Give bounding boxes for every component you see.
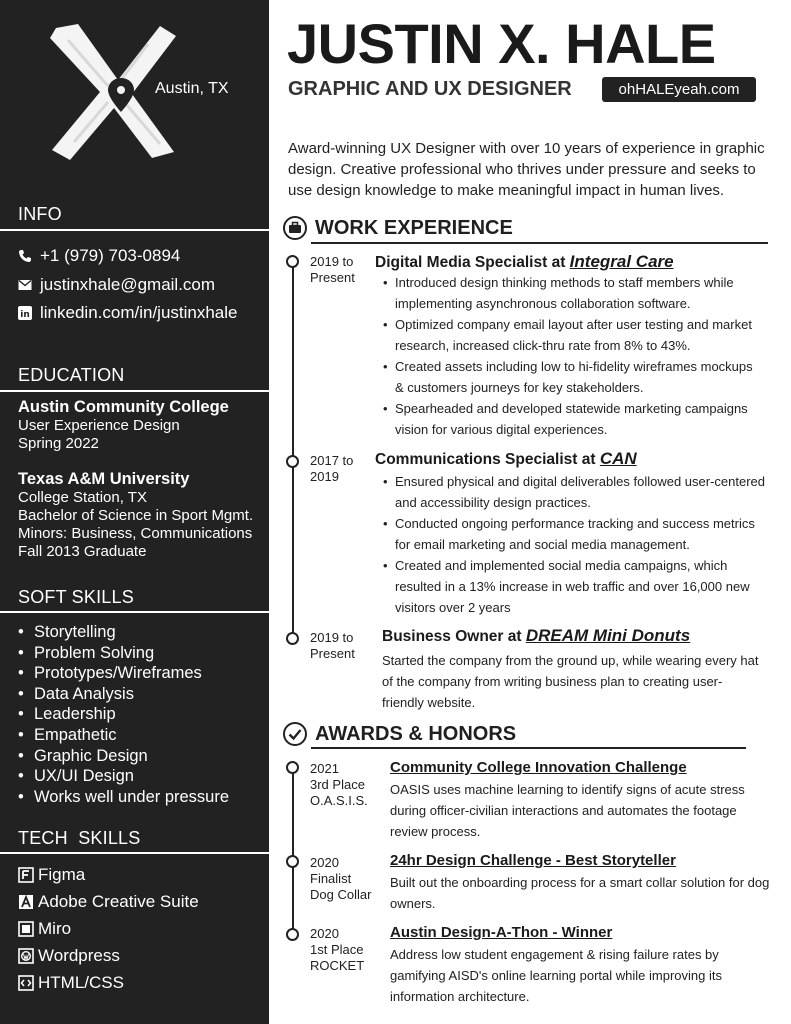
tech-item-label: Miro bbox=[38, 919, 72, 938]
tech-item-html-css bbox=[18, 969, 199, 996]
tech-skills-list bbox=[18, 861, 199, 996]
soft-skills-divider bbox=[0, 611, 269, 613]
summary-text: Award-winning UX Designer with over 10 years of experience in graphic design. Creative professional who thrives under pressure and seeks to use design knowledge to make meaningful impact in human lives. bbox=[288, 140, 765, 199]
award-date: 2020 Finalist Dog Collar bbox=[310, 855, 372, 902]
website-link[interactable]: ohHALEyeah.com bbox=[602, 77, 756, 102]
job-org: CAN bbox=[599, 449, 637, 468]
education-divider bbox=[0, 390, 269, 392]
tech-item-adobe bbox=[18, 888, 199, 915]
tech-skills-divider bbox=[0, 852, 269, 854]
adobe-icon bbox=[18, 894, 34, 910]
phone-icon bbox=[18, 249, 32, 263]
skill-item: • Leadership bbox=[18, 704, 229, 725]
check-circle-icon bbox=[283, 722, 307, 746]
job-bullets bbox=[381, 471, 766, 618]
phone-text: +1 (979) 703-0894 bbox=[40, 246, 181, 265]
award-description: Address low student engagement & rising failure rates by gamifying AISD's online learning portal while improving its information architecture. bbox=[390, 947, 722, 1004]
job-description: Started the company from the ground up, while wearing every hat of the company from writing business plan to creating user-friendly website. bbox=[382, 653, 759, 710]
miro-icon bbox=[18, 921, 34, 937]
tech-skills-section-title: TECH SKILLS bbox=[18, 828, 141, 848]
info-section-title: INFO bbox=[18, 204, 62, 224]
school-detail: Fall 2013 Graduate bbox=[18, 543, 147, 560]
sidebar bbox=[0, 0, 269, 1024]
award-date: 2021 3rd Place O.A.S.I.S. bbox=[310, 761, 368, 808]
timeline-dot bbox=[286, 761, 299, 774]
tech-item-label: Wordpress bbox=[38, 946, 120, 965]
school-detail: Spring 2022 bbox=[18, 435, 99, 452]
education-entry bbox=[18, 397, 229, 453]
timeline-dot bbox=[286, 455, 299, 468]
tech-item-label: Adobe Creative Suite bbox=[38, 892, 199, 911]
job-bullet: • Created assets including low to hi-fidelity wireframes mockups & customers journeys for key stakeholders. bbox=[381, 356, 761, 398]
job-bullet: • Conducted ongoing performance tracking and success metrics for email marketing and social media management. bbox=[381, 513, 766, 555]
email-text: justinxhale@gmail.com bbox=[40, 275, 216, 294]
awards-header bbox=[283, 722, 516, 746]
job-title: Digital Media Specialist at Integral Care bbox=[375, 252, 674, 271]
job-org: Integral Care bbox=[569, 252, 674, 271]
job-date: 2017 to 2019 bbox=[310, 453, 354, 484]
skill-item: • Storytelling bbox=[18, 622, 229, 643]
job-org: DREAM Mini Donuts bbox=[525, 626, 691, 645]
candidate-role: GRAPHIC AND UX DESIGNER bbox=[288, 78, 572, 100]
job-bullet: • Spearheaded and developed statewide marketing campaigns vision for various digital experiences. bbox=[381, 398, 761, 440]
soft-skills-section-title: SOFT SKILLS bbox=[18, 587, 134, 607]
wordpress-icon bbox=[18, 948, 34, 964]
job-title: Business Owner at DREAM Mini Donuts bbox=[382, 626, 691, 645]
award-title: 24hr Design Challenge - Best Storyteller bbox=[390, 852, 676, 869]
location-label: Austin, TX bbox=[155, 80, 229, 97]
awards-title: AWARDS & HONORS bbox=[315, 722, 517, 745]
job-bullets bbox=[381, 272, 761, 440]
briefcase-icon bbox=[283, 216, 307, 240]
award-date: 2020 1st Place ROCKET bbox=[310, 926, 365, 973]
timeline-dot bbox=[286, 855, 299, 868]
school-name: Texas A&M University bbox=[18, 470, 190, 488]
skill-item: • Data Analysis bbox=[18, 684, 229, 705]
awards-timeline bbox=[292, 763, 294, 938]
job-bullet: • Ensured physical and digital deliverables followed user-centered and accessibility design practices. bbox=[381, 471, 766, 513]
school-detail: User Experience Design bbox=[18, 417, 180, 434]
phone-contact[interactable] bbox=[18, 246, 180, 266]
award-title: Community College Innovation Challenge bbox=[390, 759, 687, 776]
education-entry bbox=[18, 469, 253, 561]
skill-item: • Works well under pressure bbox=[18, 787, 229, 808]
tech-item-wordpress bbox=[18, 942, 199, 969]
mail-icon bbox=[18, 278, 32, 292]
tech-item-label: HTML/CSS bbox=[38, 973, 124, 992]
tech-item-label: Figma bbox=[38, 865, 86, 884]
work-experience-title: WORK EXPERIENCE bbox=[315, 216, 513, 239]
school-name: Austin Community College bbox=[18, 398, 229, 416]
email-contact[interactable] bbox=[18, 275, 215, 295]
work-timeline bbox=[292, 258, 294, 638]
skill-item: • Graphic Design bbox=[18, 746, 229, 767]
school-detail: Minors: Business, Communications bbox=[18, 525, 253, 542]
timeline-dot bbox=[286, 632, 299, 645]
linkedin-text: linkedin.com/in/justinxhale bbox=[40, 303, 238, 322]
award-title: Austin Design-A-Thon - Winner bbox=[390, 924, 613, 941]
job-bullet: • Created and implemented social media campaigns, which resulted in a 13% increase in web traffic and over 16,000 new visitors over 2 years bbox=[381, 555, 766, 618]
candidate-name: JUSTIN X. HALE bbox=[287, 12, 716, 75]
code-icon bbox=[18, 975, 34, 991]
job-date: 2019 to Present bbox=[310, 630, 355, 661]
tech-item-miro bbox=[18, 915, 199, 942]
job-date: 2019 to Present bbox=[310, 254, 355, 285]
awards-divider bbox=[311, 747, 746, 749]
linkedin-icon bbox=[18, 306, 32, 320]
job-bullet: • Introduced design thinking methods to staff members while implementing asynchronous collaboration software. bbox=[381, 272, 761, 314]
award-description: Built out the onboarding process for a smart collar solution for dog owners. bbox=[390, 875, 770, 911]
timeline-dot bbox=[286, 255, 299, 268]
linkedin-contact[interactable] bbox=[18, 303, 238, 323]
job-bullet: • Optimized company email layout after user testing and market research, increased click-thru rate from 8% to 43%. bbox=[381, 314, 761, 356]
timeline-dot bbox=[286, 928, 299, 941]
work-divider bbox=[311, 242, 768, 244]
svg-text:in: in bbox=[20, 310, 30, 320]
figma-icon bbox=[18, 867, 34, 883]
tech-item-figma bbox=[18, 861, 199, 888]
soft-skills-list bbox=[18, 622, 229, 807]
school-detail: College Station, TX bbox=[18, 489, 147, 506]
info-divider bbox=[0, 229, 269, 231]
skill-item: • Empathetic bbox=[18, 725, 229, 746]
skill-item: • UX/UI Design bbox=[18, 766, 229, 787]
education-section-title: EDUCATION bbox=[18, 365, 125, 385]
award-description: OASIS uses machine learning to identify signs of acute stress during officer-civilian interactions and automates the footage review process. bbox=[390, 782, 745, 839]
school-detail: Bachelor of Science in Sport Mgmt. bbox=[18, 507, 254, 524]
skill-item: • Prototypes/Wireframes bbox=[18, 663, 229, 684]
job-title: Communications Specialist at CAN bbox=[375, 449, 637, 468]
work-experience-header bbox=[283, 216, 513, 240]
skill-item: • Problem Solving bbox=[18, 643, 229, 664]
